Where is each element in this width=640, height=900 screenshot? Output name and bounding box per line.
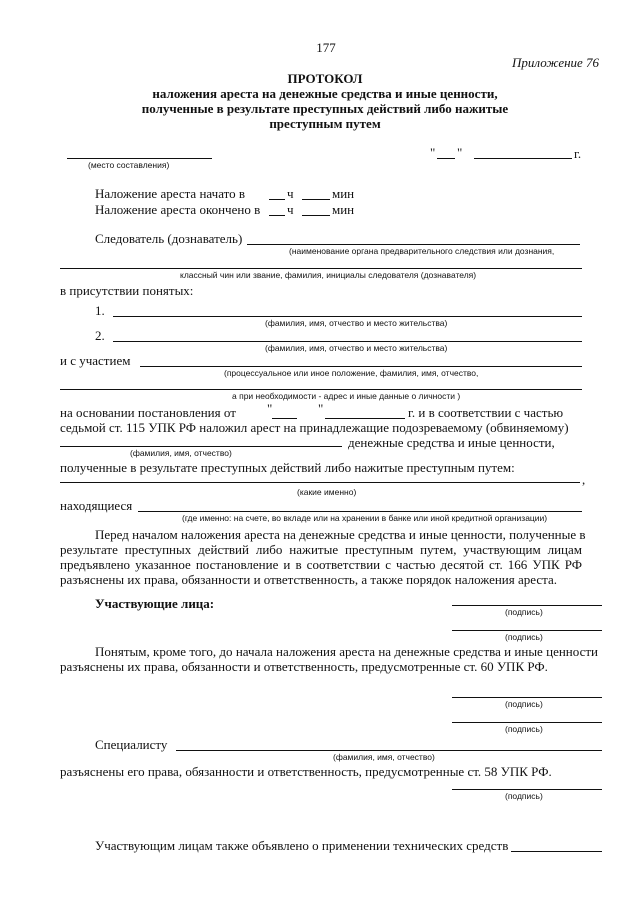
- place-field[interactable]: [67, 158, 212, 159]
- participants-label: Участвующие лица:: [95, 596, 215, 611]
- para1-line-1: Перед началом наложения ареста на денежные средства и иные ценности, полученные в: [95, 527, 586, 542]
- signature-hint-3: (подпись): [505, 699, 543, 709]
- owner-field[interactable]: [60, 446, 342, 447]
- participation-hint-1: (процессуальное или иное положение, фамилия, имя, отчество,: [224, 368, 479, 378]
- basis-line-2: седьмой ст. 115 УПК РФ наложил арест на принадлежащие подозреваемому (обвиняемому): [60, 420, 569, 435]
- date-day-field[interactable]: [437, 158, 455, 159]
- participation-field[interactable]: [140, 366, 582, 367]
- para2-line-2: разъяснены их права, обязанности и ответственность, предусмотренные ст. 60 УПК РФ.: [60, 659, 548, 674]
- specialist-field[interactable]: [176, 750, 602, 751]
- witness-signature-1[interactable]: [452, 697, 602, 698]
- participation-hint-2: а при необходимости - адрес и иные данные о личности ): [232, 391, 461, 401]
- participant-signature-2[interactable]: [452, 630, 602, 631]
- basis-line-1b: г. и в соответствии с частью: [408, 405, 564, 420]
- end-hours-field[interactable]: [269, 215, 285, 216]
- date-year-suffix: г.: [574, 146, 582, 161]
- investigator-hint-1: (наименование органа предварительного следствия или дознания,: [289, 246, 555, 256]
- witness-2-field[interactable]: [113, 341, 582, 342]
- title-line-2: полученные в результате преступных действий либо нажитые: [141, 101, 509, 116]
- title-line-1: наложения ареста на денежные средства и иные ценности,: [152, 86, 498, 101]
- start-hours-field[interactable]: [269, 199, 285, 200]
- signature-hint-4: (подпись): [505, 724, 543, 734]
- end-minutes-field[interactable]: [302, 215, 330, 216]
- start-time-label: Наложение ареста начато в: [95, 186, 246, 201]
- located-field[interactable]: [138, 511, 582, 512]
- basis-month-year-field[interactable]: [325, 418, 405, 419]
- signature-hint-5: (подпись): [505, 791, 543, 801]
- basis-day-field[interactable]: [272, 418, 297, 419]
- located-hint: (где именно: на счете, во вкладе или на хранении в банке или иной кредитной организации): [182, 513, 548, 523]
- witness-2-number: 2.: [95, 328, 105, 343]
- specialist-text: разъяснены его права, обязанности и ответственность, предусмотренные ст. 58 УПК РФ.: [60, 764, 552, 779]
- para1-line-4: разъяснены их права, обязанности и ответственность, а также порядок наложения ареста.: [60, 572, 557, 587]
- place-hint: (место составления): [88, 160, 170, 170]
- specialist-signature[interactable]: [452, 789, 602, 790]
- start-minutes-unit: мин: [332, 186, 355, 201]
- participant-signature-1[interactable]: [452, 605, 602, 606]
- para2-line-1: Понятым, кроме того, до начала наложения ареста на денежные средства и иные ценности: [95, 644, 598, 659]
- specialist-label: Специалисту: [95, 737, 168, 752]
- appendix-label: Приложение 76: [512, 55, 600, 70]
- assets-hint: (какие именно): [297, 487, 357, 497]
- date-quote-open: ": [430, 145, 436, 160]
- witnesses-label: в присутствии понятых:: [60, 283, 194, 298]
- title-line-3: преступным путем: [269, 116, 381, 131]
- end-hours-unit: ч: [287, 202, 294, 217]
- investigator-field-2[interactable]: [60, 268, 582, 269]
- basis-quote-open: ": [267, 401, 273, 416]
- date-quote-close: ": [457, 145, 463, 160]
- owner-hint: (фамилия, имя, отчество): [130, 448, 232, 458]
- document-title: ПРОТОКОЛ: [287, 71, 363, 86]
- witness-1-number: 1.: [95, 303, 105, 318]
- investigator-field[interactable]: [247, 244, 580, 245]
- witness-2-hint: (фамилия, имя, отчество и место жительства): [265, 343, 448, 353]
- date-month-year-field[interactable]: [474, 158, 572, 159]
- end-minutes-unit: мин: [332, 202, 355, 217]
- basis-line-3b: денежные средства и иные ценности,: [348, 435, 555, 450]
- assets-comma: ,: [582, 472, 586, 487]
- basis-line-1a: на основании постановления от: [60, 405, 236, 420]
- start-hours-unit: ч: [287, 186, 294, 201]
- signature-hint-2: (подпись): [505, 632, 543, 642]
- witness-signature-2[interactable]: [452, 722, 602, 723]
- witness-1-hint: (фамилия, имя, отчество и место жительства): [265, 318, 448, 328]
- start-minutes-field[interactable]: [302, 199, 330, 200]
- para1-line-3: предъявлено указанное постановление и в соответствии с частью десятой ст. 166 УПК РФ: [60, 557, 582, 572]
- participation-field-2[interactable]: [60, 389, 582, 390]
- technical-means-text: Участвующим лицам также объявлено о применении технических средств: [95, 838, 509, 853]
- specialist-hint: (фамилия, имя, отчество): [333, 752, 435, 762]
- page-number: 177: [316, 40, 336, 55]
- basis-line-4: полученные в результате преступных действий либо нажитые преступным путем:: [60, 460, 515, 475]
- end-time-label: Наложение ареста окончено в: [95, 202, 261, 217]
- located-label: находящиеся: [60, 498, 133, 513]
- basis-quote-close: ": [318, 401, 324, 416]
- participation-label: и с участием: [60, 353, 131, 368]
- investigator-label: Следователь (дознаватель): [95, 231, 243, 246]
- technical-means-field[interactable]: [511, 851, 602, 852]
- signature-hint-1: (подпись): [505, 607, 543, 617]
- assets-field[interactable]: [60, 482, 580, 483]
- investigator-hint-2: классный чин или звание, фамилия, инициалы следователя (дознавателя): [180, 270, 477, 280]
- para1-line-2: результате преступных действий либо нажитые преступным путем, участвующим лицам: [60, 542, 582, 557]
- witness-1-field[interactable]: [113, 316, 582, 317]
